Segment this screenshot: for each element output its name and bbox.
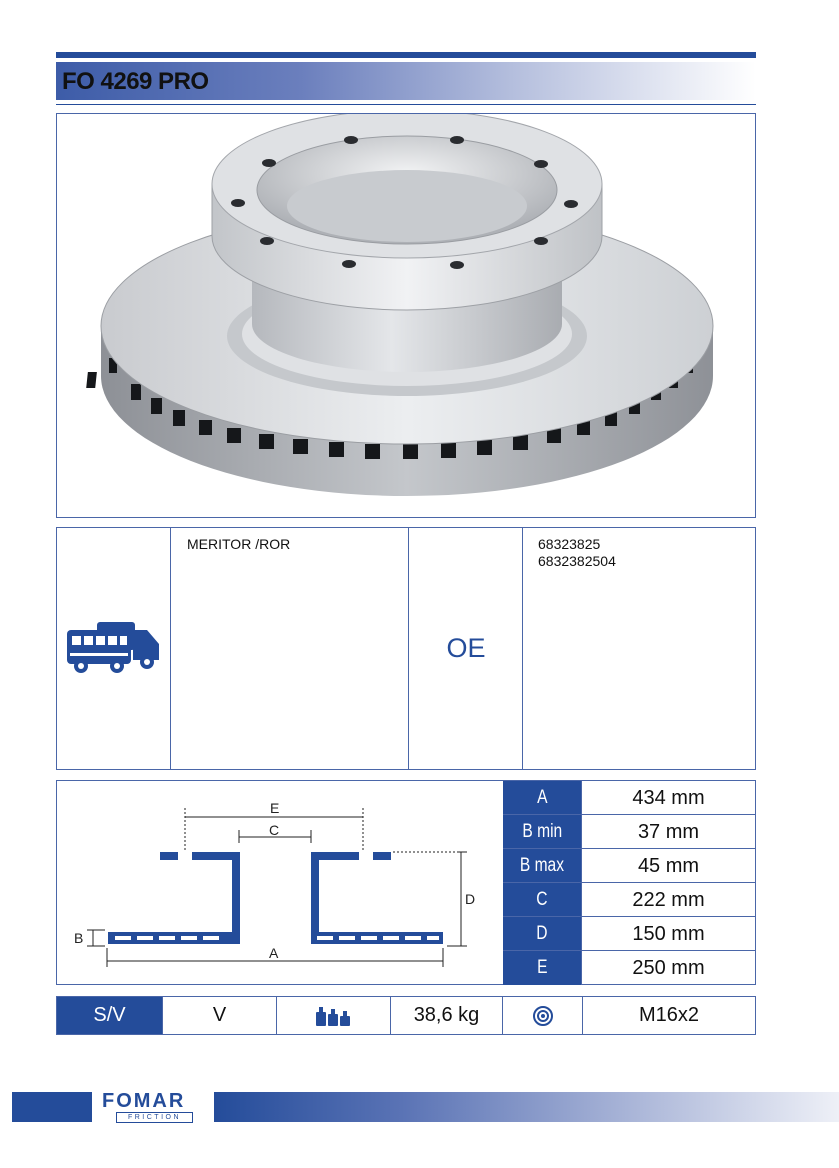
vehicle-make: MERITOR /ROR — [187, 536, 291, 552]
spec-key: E — [536, 957, 548, 978]
spec-row — [503, 917, 755, 951]
oe-label-cell — [409, 528, 523, 769]
oe-number: 6832382504 — [538, 553, 616, 569]
brand-logo-sub: FRICTION — [116, 1112, 193, 1123]
footer-left-bar — [12, 1092, 92, 1122]
footer-gradient-bar — [214, 1092, 839, 1122]
spec-value: 45 mm — [581, 849, 755, 882]
oe-number: 68323825 — [538, 536, 601, 552]
application-table — [56, 527, 756, 770]
cross-section-diagram — [57, 781, 503, 984]
weights-icon — [314, 1004, 354, 1028]
spec-key: A — [536, 787, 548, 808]
spec-value: 250 mm — [581, 951, 755, 985]
product-image-frame — [56, 113, 756, 518]
dim-label-b: B — [74, 930, 84, 946]
spec-value: 150 mm — [581, 917, 755, 950]
vehicle-type-cell — [57, 528, 171, 769]
spec-key: D — [536, 923, 548, 944]
dimension-block — [56, 780, 756, 985]
oe-number-list — [538, 536, 616, 570]
sv-value: V — [163, 997, 277, 1034]
spec-value: 37 mm — [581, 815, 755, 848]
spec-row — [503, 883, 755, 917]
spec-key: B max — [519, 855, 565, 876]
spec-key: B min — [522, 821, 562, 842]
bus-truck-icon — [67, 620, 161, 676]
title-band — [56, 62, 756, 100]
spec-table — [503, 781, 755, 985]
make-cell — [171, 528, 409, 769]
sv-label: S/V — [57, 997, 163, 1034]
spec-key: C — [536, 889, 548, 910]
thread-icon-cell — [503, 997, 583, 1034]
spec-row — [503, 781, 755, 815]
bolt-thread-icon — [532, 1005, 554, 1027]
part-number-title: FO 4269 PRO — [62, 68, 209, 95]
spec-value: 222 mm — [581, 883, 755, 916]
dim-label-e: E — [270, 800, 280, 816]
dim-label-a: A — [269, 945, 279, 961]
spec-row — [503, 849, 755, 883]
weight-icon-cell — [277, 997, 391, 1034]
weight-value: 38,6 kg — [391, 997, 503, 1034]
brand-logo: FOMAR — [102, 1090, 186, 1112]
spec-row — [503, 815, 755, 849]
title-underline — [56, 104, 756, 105]
brake-disc-image — [57, 114, 757, 519]
spec-row — [503, 951, 755, 985]
dim-label-c: C — [269, 822, 280, 838]
info-row — [56, 996, 756, 1035]
spec-value: 434 mm — [581, 781, 755, 814]
dim-label-d: D — [465, 891, 476, 907]
oe-label: OE — [446, 633, 486, 663]
header-top-rule — [56, 52, 756, 58]
thread-value: M16x2 — [638, 1004, 700, 1026]
